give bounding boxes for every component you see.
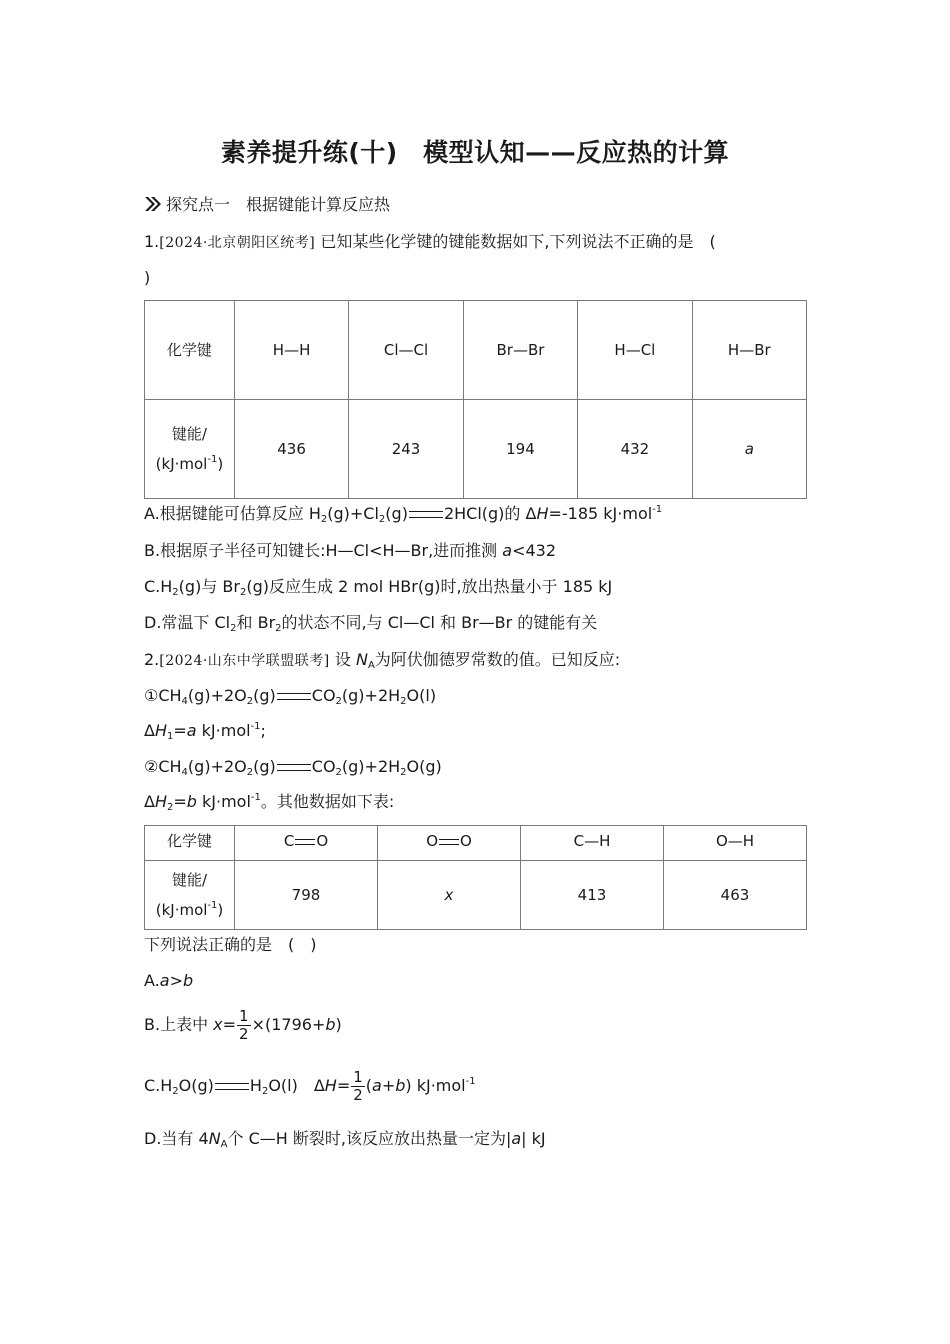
table-cell: O—H xyxy=(664,826,807,861)
table-cell: H—Cl xyxy=(578,301,692,400)
table-row xyxy=(145,826,807,861)
q2-bond-table xyxy=(144,825,807,930)
table-cell: C—H xyxy=(521,826,664,861)
table-cell: H—Br xyxy=(692,301,806,400)
table-cell: Br—Br xyxy=(463,301,577,400)
double-chevron-icon xyxy=(144,196,162,212)
q2-enthalpy-1: $\Delta H_1=a$ kJ·mol$^{-1}$; xyxy=(144,721,266,742)
table-cell: Cl—Cl xyxy=(349,301,463,400)
q2-option-d[interactable]: D.当有 $4N_A$个 C—H 断裂时,该反应放出热量一定为|a| kJ xyxy=(144,1129,546,1150)
q1-option-b[interactable]: B.根据原子半径可知键长:H—Cl<H—Br,进而推测 a<432 xyxy=(144,541,557,560)
table-cell: 413 xyxy=(521,861,664,930)
q1-source: [2024·北京朝阳区统考] xyxy=(159,235,316,251)
fraction: $\frac{1}{2}$ xyxy=(239,1007,249,1043)
q2-stem: 2.[2024·山东中学联盟联考] 设 $N_A$为阿伏伽德罗常数的值。已知反应: xyxy=(144,650,621,671)
page-title: 素养提升练(十) 模型认知——反应热的计算 xyxy=(220,138,730,167)
q1-stem: 1.[2024·北京朝阳区统考] 已知某些化学键的键能数据如下,下列说法不正确的是 ( xyxy=(144,232,716,251)
q2-option-a[interactable]: A.a>b xyxy=(144,971,194,990)
table-cell: O O xyxy=(378,826,521,861)
double-bond-icon xyxy=(295,839,315,845)
table-row xyxy=(145,400,807,499)
table-cell: 436 xyxy=(234,400,348,499)
q2-enthalpy-2: $\Delta H_2=b$ kJ·mol$^{-1}$。其他数据如下表: xyxy=(144,792,395,813)
table-row xyxy=(145,861,807,930)
equals-arrow-icon xyxy=(215,1083,249,1090)
q1-option-d[interactable]: D.常温下 $Cl_2$和 $Br_2$的状态不同,与 Cl—Cl 和 Br—Br 的键能有关 xyxy=(144,613,598,634)
table-header-cell: 键能/ (kJ·mol$^{-1}$) xyxy=(145,400,235,499)
equals-arrow-icon xyxy=(409,511,443,518)
equals-arrow-icon xyxy=(277,764,311,771)
double-bond-icon xyxy=(439,839,459,845)
table-row xyxy=(145,301,807,400)
q1-bond-table xyxy=(144,300,807,499)
table-cell: 194 xyxy=(463,400,577,499)
q1-option-c[interactable]: $C.H_2(g)$与 $Br_2(g)$反应生成 2 mol HBr(g)时,放出热量小于 185 kJ xyxy=(144,577,613,598)
q2-reaction-2: $②CH_4(g)+2O_2(g)$ $CO_2(g)+2H_2O(g)$ xyxy=(144,757,442,778)
table-cell: a xyxy=(692,400,806,499)
q2-reaction-1: $①CH_4(g)+2O_2(g)$ $CO_2(g)+2H_2O(l)$ xyxy=(144,686,437,707)
fraction: $\frac{1}{2}$ xyxy=(353,1068,363,1104)
table-cell: x xyxy=(378,861,521,930)
q2-prompt: 下列说法正确的是 ( ) xyxy=(144,935,317,954)
q1-stem-end: ) xyxy=(144,268,151,287)
q2-option-c[interactable]: $C.H_2O(g)$ $H_2O(l)$ ΔH= $\frac{1}{2}$ (a+b) kJ·mol$^{-1}$ xyxy=(144,1068,476,1104)
q1-option-a[interactable]: A.根据键能可估算反应 $H_2(g)+Cl_2(g)$ 2HCl(g)的 ΔH=-185 kJ·mol$^{-1}$ xyxy=(144,504,663,525)
table-header-cell: 键能/ (kJ·mol$^{-1}$) xyxy=(145,861,235,930)
equals-arrow-icon xyxy=(277,693,311,700)
table-cell: H—H xyxy=(234,301,348,400)
section-title: 探究点一 根据键能计算反应热 xyxy=(166,195,391,214)
q2-option-b[interactable]: B.上表中 x= $\frac{1}{2}$ ×(1796+b) xyxy=(144,1007,342,1043)
table-cell: 463 xyxy=(664,861,807,930)
q2-source: [2024·山东中学联盟联考] xyxy=(159,653,330,669)
table-header-cell: 化学键 xyxy=(145,301,235,400)
table-cell: 432 xyxy=(578,400,692,499)
table-cell: 798 xyxy=(235,861,378,930)
section-heading xyxy=(144,192,390,215)
table-header-cell: 化学键 xyxy=(145,826,235,861)
table-cell: C O xyxy=(235,826,378,861)
table-cell: 243 xyxy=(349,400,463,499)
